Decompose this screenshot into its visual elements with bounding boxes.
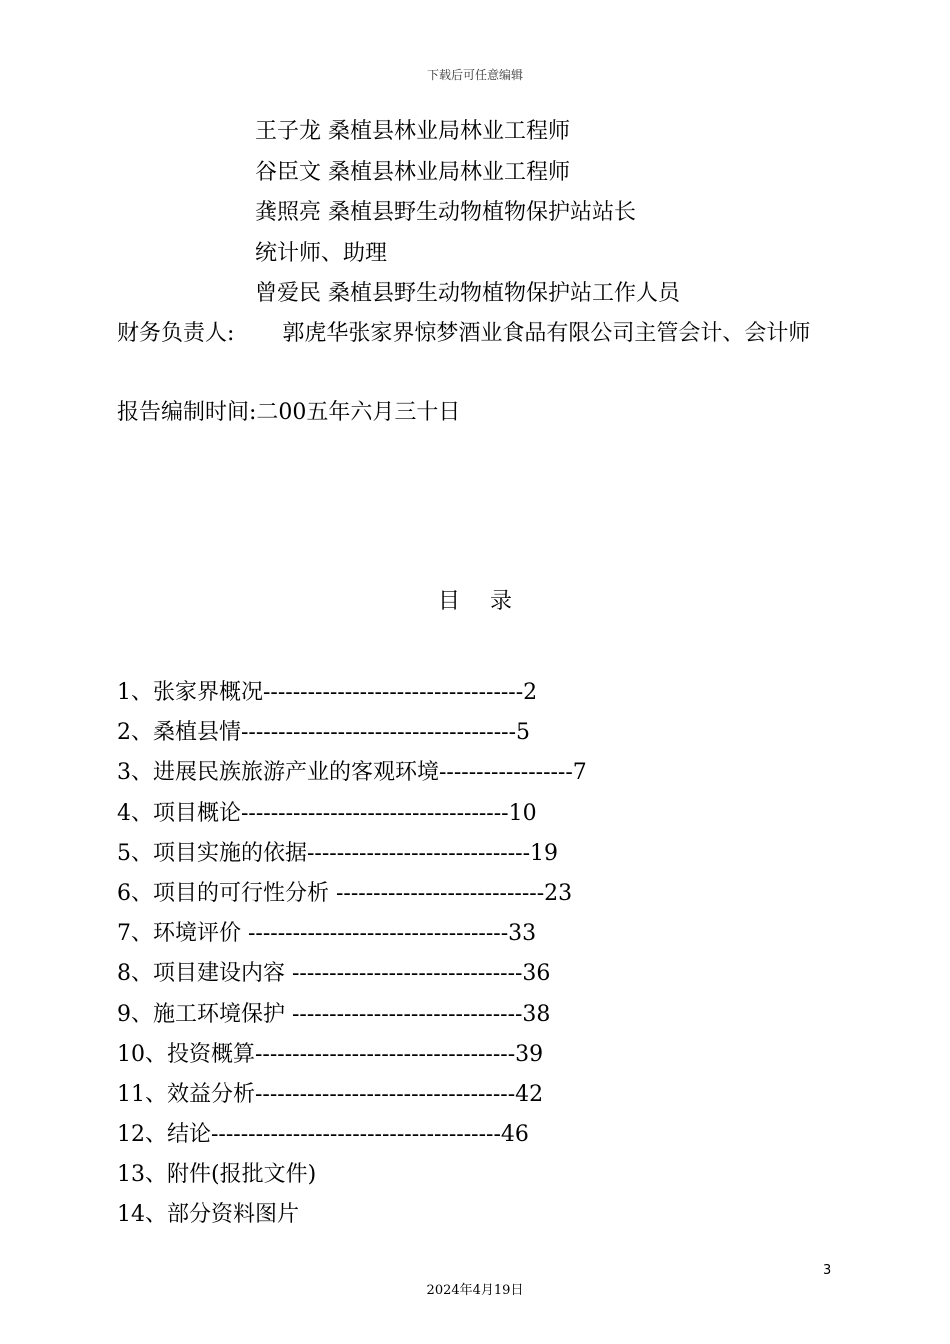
toc-entry[interactable]: 6、项目的可行性分析 ----------------------------23: [117, 880, 573, 906]
report-date: 报告编制时间:二00五年六月三十日: [117, 400, 461, 425]
toc-entry[interactable]: 14、部分资料图片: [117, 1202, 299, 1228]
personnel-entry: 谷臣文 桑植县林业局林业工程师: [255, 159, 570, 185]
toc-entry[interactable]: 3、进展民族旅游产业的客观环境------------------7: [117, 760, 587, 786]
page-number: 3: [823, 1263, 832, 1278]
toc-entry[interactable]: 4、项目概论------------------------------------10: [117, 800, 537, 826]
toc-entry[interactable]: 8、项目建设内容 -------------------------------36: [117, 961, 551, 987]
personnel-entry: 统计师、助理: [255, 240, 388, 266]
footer-date: 2024年4月19日: [426, 1283, 524, 1298]
toc-entry[interactable]: 12、结论---------------------------------------46: [117, 1122, 529, 1148]
toc-entry[interactable]: 1、张家界概况-----------------------------------2: [117, 680, 538, 705]
toc-entry[interactable]: 9、施工环境保护 -------------------------------38: [117, 1001, 551, 1027]
personnel-list: [255, 112, 680, 315]
toc-entry[interactable]: 11、效益分析-----------------------------------42: [117, 1081, 544, 1107]
toc-entry[interactable]: 10、投资概算-----------------------------------39: [117, 1041, 544, 1067]
toc-entry[interactable]: 7、环境评价 -----------------------------------33: [117, 921, 537, 947]
toc-entry[interactable]: 5、项目实施的依据------------------------------19: [117, 840, 558, 866]
toc-entry[interactable]: 2、桑植县情-------------------------------------5: [117, 720, 531, 746]
personnel-entry: 曾爱民 桑植县野生动物植物保护站工作人员: [255, 281, 680, 306]
header-note: 下载后可任意编辑: [426, 68, 523, 82]
personnel-entry: 龚照亮 桑植县野生动物植物保护站站长: [255, 200, 636, 225]
finance-responsible: [117, 314, 837, 354]
toc-title: 目录: [437, 589, 542, 614]
finance-value: 郭虎华张家界惊梦酒业食品有限公司主管会计、会计师: [282, 321, 811, 346]
table-of-contents: [117, 673, 587, 1236]
toc-entry[interactable]: 13、附件(报批文件): [117, 1162, 317, 1188]
personnel-entry: 王子龙 桑植县林业局林业工程师: [255, 119, 570, 144]
finance-label: 财务负责人:: [117, 321, 235, 346]
